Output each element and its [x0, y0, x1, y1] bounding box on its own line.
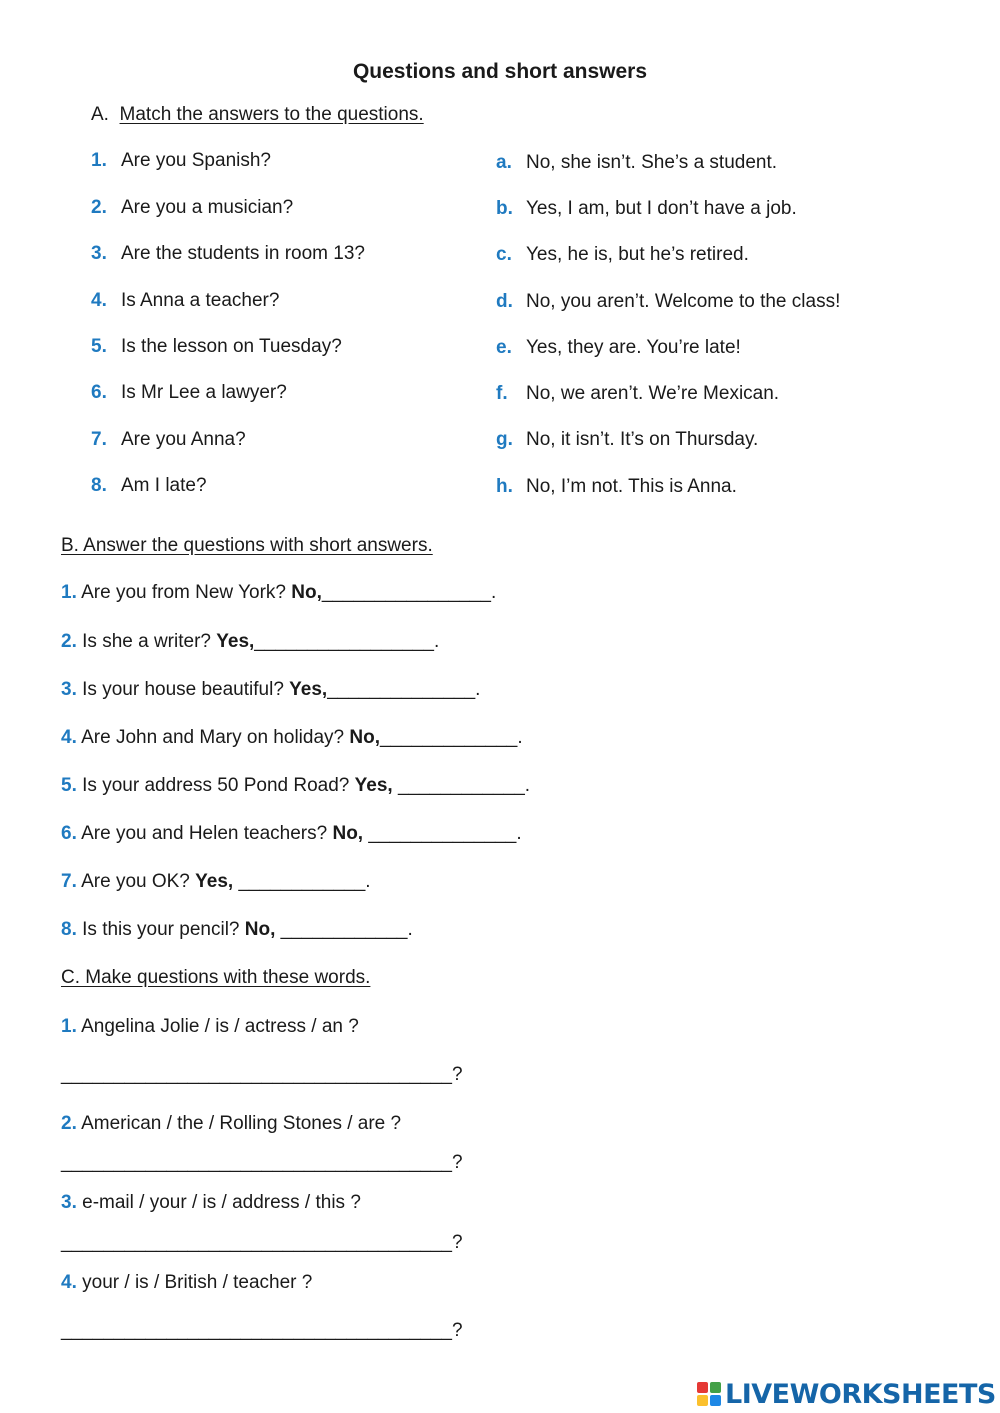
short-answer-item — [61, 631, 439, 653]
item-prompt: Yes, — [195, 871, 234, 892]
item-end: . — [516, 823, 522, 844]
question-text: Are you a musician? — [121, 197, 294, 218]
answer-text: Yes, I am, but I don’t have a job. — [526, 198, 797, 219]
short-answer-item — [61, 919, 413, 941]
answer-letter: g. — [496, 429, 513, 450]
answer-blank[interactable]: ________________ — [321, 582, 491, 603]
item-number: 7. — [61, 871, 77, 892]
item-end: . — [475, 679, 481, 700]
question-text: Am I late? — [121, 475, 207, 496]
question-text: Are the students in room 13? — [121, 243, 365, 264]
item-end: . — [407, 919, 413, 940]
answer-item[interactable] — [496, 337, 741, 359]
item-question: Is your house beautiful? — [82, 679, 284, 700]
answer-letter: b. — [496, 198, 513, 219]
question-text: Are you Anna? — [121, 429, 246, 450]
answer-letter: a. — [496, 152, 512, 173]
answer-item[interactable] — [496, 429, 758, 451]
section-b-heading — [61, 535, 433, 557]
liveworksheets-logo — [697, 1378, 996, 1410]
word-order-item — [61, 1113, 401, 1135]
answer-letter: e. — [496, 337, 512, 358]
item-number: 2. — [61, 631, 77, 652]
item-number: 4. — [61, 727, 77, 748]
question-item — [91, 336, 342, 358]
item-number: 1. — [61, 582, 77, 603]
item-number: 1. — [61, 1016, 77, 1037]
item-number: 4. — [61, 1272, 77, 1293]
answer-blank[interactable]: ____________ — [392, 775, 525, 796]
question-number: 2. — [91, 197, 107, 218]
item-question: Are you and Helen teachers? — [81, 823, 328, 844]
short-answer-item — [61, 679, 480, 701]
item-prompt: No, — [291, 582, 322, 603]
item-prompt: Yes, — [289, 679, 328, 700]
answer-item[interactable] — [496, 476, 737, 498]
item-prompt: Yes, — [354, 775, 393, 796]
question-item — [91, 429, 246, 451]
word-order-item — [61, 1192, 361, 1214]
answer-blank[interactable]: ______________ — [363, 823, 517, 844]
answer-letter: f. — [496, 383, 508, 404]
answer-item[interactable] — [496, 291, 840, 313]
question-number: 8. — [91, 475, 107, 496]
item-question: Is this your pencil? — [82, 919, 240, 940]
question-number: 4. — [91, 290, 107, 311]
logo-square-green — [710, 1382, 721, 1393]
item-question: Are you from New York? — [81, 582, 286, 603]
section-b-heading-text: B. Answer the questions with short answers. — [61, 535, 433, 556]
question-item — [91, 382, 287, 404]
answer-text: No, I’m not. This is Anna. — [526, 476, 737, 497]
question-text: Is Mr Lee a lawyer? — [121, 382, 287, 403]
answer-text: No, we aren’t. We’re Mexican. — [526, 383, 780, 404]
section-c-heading — [61, 967, 370, 989]
logo-square-blue — [710, 1395, 721, 1406]
question-item — [91, 475, 207, 497]
answer-letter: c. — [496, 244, 512, 265]
item-question: Is your address 50 Pond Road? — [82, 775, 350, 796]
answer-blank[interactable]: ____________ — [275, 919, 408, 940]
item-end: . — [517, 727, 523, 748]
word-order-item — [61, 1016, 359, 1038]
item-number: 3. — [61, 1192, 77, 1213]
logo-square-yellow — [697, 1395, 708, 1406]
page-title: Questions and short answers — [352, 60, 648, 83]
item-question: Is she a writer? — [82, 631, 211, 652]
answer-item[interactable] — [496, 244, 749, 266]
question-number: 3. — [91, 243, 107, 264]
item-end: . — [433, 631, 440, 652]
answer-item[interactable] — [496, 198, 797, 220]
item-end: . — [524, 775, 531, 796]
section-a-heading — [91, 104, 424, 126]
answer-blank[interactable]: _____________ — [379, 727, 518, 748]
question-item — [91, 290, 279, 312]
answer-item[interactable] — [496, 383, 779, 405]
item-prompt: No, — [349, 727, 380, 748]
item-words: American / the / Rolling Stones / are ? — [81, 1113, 402, 1134]
question-item — [91, 150, 271, 172]
item-words: e-mail / your / is / address / this ? — [82, 1192, 361, 1213]
section-a-letter: A. — [91, 104, 109, 125]
answer-blank[interactable]: ______________ — [327, 679, 476, 700]
item-number: 3. — [61, 679, 77, 700]
answer-text: No, she isn’t. She’s a student. — [526, 152, 778, 173]
question-item — [91, 243, 365, 265]
question-number: 6. — [91, 382, 107, 403]
item-number: 6. — [61, 823, 77, 844]
question-item — [91, 197, 293, 219]
question-number: 1. — [91, 150, 107, 171]
answer-blank[interactable]: ____________ — [233, 871, 366, 892]
item-question: Are John and Mary on holiday? — [81, 727, 345, 748]
question-text: Are you Spanish? — [121, 150, 271, 171]
logo-square-red — [697, 1382, 708, 1393]
answer-letter: d. — [496, 291, 513, 312]
answer-line[interactable]: _____________________________________? — [61, 1320, 463, 1341]
item-prompt: No, — [332, 823, 364, 844]
liveworksheets-logo-icon — [697, 1382, 721, 1406]
short-answer-item — [61, 582, 496, 604]
item-prompt: No, — [244, 919, 276, 940]
answer-line[interactable]: _____________________________________? — [61, 1064, 463, 1085]
question-number: 7. — [91, 429, 107, 450]
answer-item[interactable] — [496, 152, 777, 174]
short-answer-item — [61, 727, 523, 749]
item-number: 8. — [61, 919, 77, 940]
question-number: 5. — [91, 336, 107, 357]
item-end: . — [365, 871, 371, 892]
item-end: . — [490, 582, 497, 603]
item-question: Are you OK? — [81, 871, 190, 892]
answer-text: No, you aren’t. Welcome to the class! — [526, 291, 841, 312]
answer-text: Yes, they are. You’re late! — [526, 337, 741, 358]
answer-line[interactable]: _____________________________________? — [61, 1232, 463, 1253]
answer-text: No, it isn’t. It’s on Thursday. — [526, 429, 759, 450]
brand-name: LIVEWORKSHEETS — [725, 1378, 996, 1410]
answer-letter: h. — [496, 476, 513, 497]
answer-line[interactable]: _____________________________________? — [61, 1152, 463, 1173]
answer-text: Yes, he is, but he’s retired. — [526, 244, 749, 265]
answer-blank[interactable]: _________________ — [254, 631, 434, 652]
short-answer-item — [61, 775, 530, 797]
item-number: 5. — [61, 775, 77, 796]
item-prompt: Yes, — [216, 631, 255, 652]
item-words: Angelina Jolie / is / actress / an ? — [81, 1016, 359, 1037]
short-answer-item — [61, 871, 371, 893]
question-text: Is the lesson on Tuesday? — [121, 336, 342, 357]
item-words: your / is / British / teacher ? — [82, 1272, 313, 1293]
word-order-item — [61, 1272, 312, 1294]
question-text: Is Anna a teacher? — [121, 290, 280, 311]
section-c-heading-text: C. Make questions with these words. — [61, 967, 371, 988]
section-a-instruction: Match the answers to the questions. — [119, 104, 424, 125]
item-number: 2. — [61, 1113, 77, 1134]
short-answer-item — [61, 823, 522, 845]
